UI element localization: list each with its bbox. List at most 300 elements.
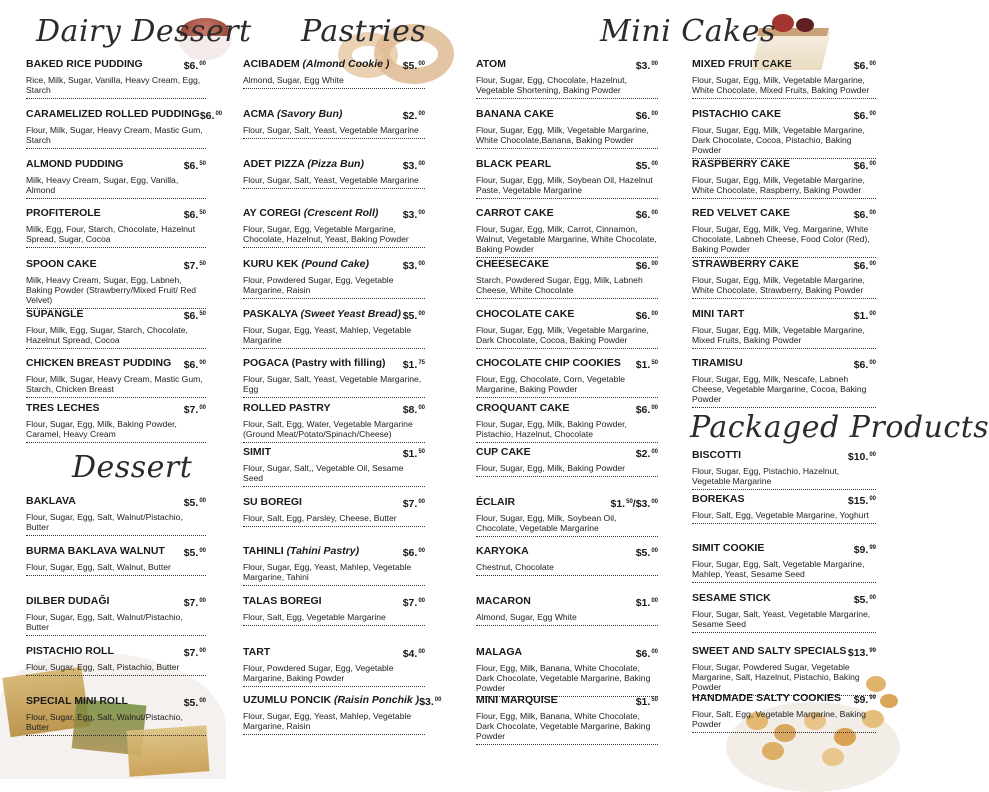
dotted-divider [476,397,658,398]
item-name [692,449,741,462]
item-subtitle: (Pound Cake) [301,258,370,270]
price-main: $9. [853,544,869,556]
item-name-text: SPOON CAKE [26,258,97,270]
menu-item-banana-cake [476,108,658,149]
price-cents: 99 [869,545,876,551]
menu-item-chocolate-cake [476,308,658,349]
item-name-text: UZUMLU PONCIK [243,694,332,706]
item-name-text: ALMOND PUDDING [26,158,124,170]
menu-item-biscotti [692,449,876,490]
item-ingredients: Flour, Sugar, Egg, Milk, Vegetable Margarine, White Chocolate, Raspberry, Baking Powder [692,175,865,195]
item-ingredients: Flour, Sugar, Egg, Salt, Walnut/Pistachio, Butter [26,612,183,632]
item-name [476,694,558,707]
item-price [184,308,206,323]
item-name [26,308,84,321]
item-name-text: POGACA (Pastry with filling) [243,357,386,369]
menu-item-su-boregi [243,496,425,527]
item-name [243,496,302,509]
item-ingredients: Flour, Sugar, Egg, Milk, Baking Powder [476,463,626,473]
item-price [636,595,658,610]
price-cents: 00 [199,61,206,67]
menu-item-clair [476,496,658,537]
item-name-text: MIXED FRUIT CAKE [692,58,792,70]
dotted-divider [243,138,425,139]
item-price [636,207,658,222]
item-price [636,108,658,123]
price-main: $6. [183,209,199,221]
item-name-text: CHEESECAKE [476,258,549,270]
item-name-text: SPECIAL MINI ROLL [26,695,128,707]
price-main: $5. [635,547,651,559]
price-main: $6. [635,260,651,272]
menu-item-header [26,695,206,710]
item-name [243,545,359,558]
heading-pastries: Pastries [301,14,427,49]
price-main: $15. [847,495,869,507]
menu-item-header [692,592,876,607]
menu-item-uzumlu-poncik [243,694,442,735]
item-ingredients: Flour, Sugar, Egg, Milk, Nescafe, Labneh Cheese, Vegetable Margarine, Cocoa, Baking Powder [692,374,867,404]
price-main: $3. [402,160,418,172]
menu-item-header [476,496,658,511]
item-name-text: ÉCLAIR [476,496,516,508]
price-main: $6. [183,160,199,172]
dotted-divider [476,625,658,626]
price-main: $8. [402,404,418,416]
item-name [26,357,171,370]
price-cents: 00 [199,698,206,704]
price-main: $7. [183,260,199,272]
menu-item-header [692,449,876,464]
price-main: $7. [402,498,418,510]
price-cents: 50 [199,161,206,167]
item-price [403,496,425,511]
price-main: $6. [635,110,651,122]
item-name-text: TIRAMISU [692,357,743,369]
item-price [636,158,658,173]
item-name-text: AY COREGI [243,207,301,219]
item-name [26,645,114,658]
menu-item-header [243,496,425,511]
item-price [184,595,206,610]
dotted-divider [476,298,658,299]
price-cents: 00 [418,111,425,117]
item-name [476,496,515,509]
item-name-text: PISTACHIO ROLL [26,645,114,657]
menu-item-acma [243,108,425,139]
item-name [243,207,378,220]
item-name [243,258,369,271]
price-main: $2. [402,110,418,122]
item-name [26,402,100,415]
price-main: $3. [402,209,418,221]
price-main: $1. [610,498,626,510]
dotted-divider [243,348,425,349]
menu-item-ay-coregi [243,207,425,248]
menu-item-header [26,595,206,610]
price-cents: 00 [215,111,223,117]
menu-item-header [26,402,206,417]
price-cents: 00 [651,311,658,317]
price-cents: 00 [869,261,876,267]
menu-item-supangle [26,308,206,349]
price-main: $6. [853,110,869,122]
item-ingredients: Flour, Sugar, Egg, Vegetable Margarine, Chocolate, Hazelnut, Yeast, Baking Powder [243,224,409,244]
price-main: $1. [635,696,651,708]
item-price [403,402,425,417]
menu-item-header [476,595,658,610]
price-main: $7. [183,647,199,659]
item-ingredients: Flour, Sugar, Egg, Salt, Pistachio, Butter [26,662,180,672]
menu-item-header [476,545,658,560]
item-name [692,645,846,658]
price-main: $1. [402,359,418,371]
dotted-divider [476,476,658,477]
item-price [636,545,658,560]
item-ingredients: Flour, Sugar, Egg, Milk, Soybean Oil, Chocolate, Vegetable Margarine [476,513,617,533]
menu-item-chicken-breast-pudding [26,357,206,398]
dotted-divider [476,148,658,149]
price-main-alt: /$3. [632,498,651,510]
menu-item-red-velvet-cake [692,207,876,258]
item-name-text: MINI MARQUISE [476,694,558,706]
price-main: $3. [419,696,434,708]
dotted-divider [243,585,425,586]
price-main: $6. [402,547,418,559]
item-price [403,258,425,273]
price-cents: 00 [869,311,876,317]
menu-item-malaga [476,646,658,697]
item-name-text: KURU KEK [243,258,299,270]
menu-item-header [26,308,206,323]
item-ingredients: Flour, Egg, Milk, Banana, White Chocolate, Dark Chocolate, Vegetable Margarine, Baking Powder [476,663,651,693]
menu-item-header [26,258,206,273]
item-name-text: CARAMELIZED ROLLED PUDDING [26,108,200,120]
item-name [26,108,200,121]
item-ingredients: Flour, Sugar, Egg, Milk, Vegetable Margarine, Dark Chocolate, Cocoa, Pistachio, Baking Powder [692,125,865,155]
menu-item-header [692,692,876,707]
item-name-text: CROQUANT CAKE [476,402,570,414]
item-name [476,402,569,415]
item-name-text: SWEET AND SALTY SPECIALS [692,645,847,657]
item-name [26,695,128,708]
item-price [403,446,425,461]
price-cents: 00 [869,360,876,366]
price-main: $3. [402,260,418,272]
price-main: $2. [635,448,651,460]
dotted-divider [26,247,206,248]
price-cents: 00 [418,405,425,411]
item-name [476,357,621,370]
price-cents: 00 [869,210,876,216]
dotted-divider [26,348,206,349]
item-name-text: ACMA [243,108,275,120]
price-main: $1. [635,597,651,609]
price-main: $6. [199,110,215,122]
menu-item-header [26,357,206,372]
heading-dessert: Dessert [72,450,193,485]
item-subtitle: (Crescent Roll) [303,207,379,219]
dotted-divider [476,348,658,349]
item-name-text: BAKED RICE PUDDING [26,58,143,70]
item-ingredients: Flour, Sugar, Egg, Milk, Soybean Oil, Hazelnut Paste, Vegetable Margarine [476,175,653,195]
item-name-text: SU BOREGI [243,496,302,508]
menu-item-header [692,207,876,222]
item-price [184,402,206,417]
item-name [476,308,574,321]
item-ingredients: Flour, Sugar, Egg, Milk, Vegetable Margarine, Mixed Fruits, Baking Powder [692,325,865,345]
menu-item-header [692,308,876,323]
dotted-divider [243,397,425,398]
item-price [184,645,206,660]
item-name-text: BLACK PEARL [476,158,552,170]
price-cents: 50 [651,360,658,366]
price-cents: 00 [199,548,206,554]
dotted-divider [26,198,206,199]
menu-item-raspberry-cake [692,158,876,199]
price-cents: 00 [434,697,442,703]
item-ingredients: Flour, Egg, Chocolate, Corn, Vegetable Margarine, Baking Powder [476,374,626,394]
menu-item-tart [243,646,425,687]
item-name [476,646,522,659]
item-name [243,158,364,171]
menu-item-header [692,357,876,372]
price-cents: 00 [418,649,425,655]
item-ingredients: Flour, Sugar, Egg, Milk, Vegetable Margarine, White Chocolate,Banana, Baking Powder [476,125,649,145]
item-ingredients: Flour, Salt, Egg, Vegetable Margarine [243,612,386,622]
menu-item-cheesecake [476,258,658,299]
price-main: $6. [635,310,651,322]
menu-item-header [692,493,876,508]
price-main: $3. [635,60,651,72]
item-name [476,545,529,558]
item-price [611,496,659,511]
dotted-divider [692,732,876,733]
item-name-text: DILBER DUDAĞI [26,595,110,607]
price-cents: 00 [869,452,876,458]
item-ingredients: Flour, Sugar, Powdered Sugar, Vegetable Margarine, Salt, Hazelnut, Pistachio, Baking Powder [692,662,860,692]
item-price [184,495,206,510]
menu-item-handmade-salty-cookies [692,692,876,733]
item-name [692,108,781,121]
menu-item-header [692,58,876,73]
price-main: $6. [183,359,199,371]
item-ingredients: Flour, Sugar, Egg, Pistachio, Hazelnut, Vegetable Margarine [692,466,840,486]
dotted-divider [692,523,876,524]
item-ingredients: Flour, Sugar, Egg, Milk, Vegetable Margarine, White Chocolate, Strawberry, Baking Powder [692,275,865,295]
price-cents: 00 [651,261,658,267]
item-name-text: STRAWBERRY CAKE [692,258,799,270]
menu-item-header [243,58,425,73]
menu-item-header [476,402,658,417]
item-name [476,58,506,71]
menu-item-caramelized-rolled-pudding [26,108,223,149]
menu-item-simit [243,446,425,487]
price-cents: 00 [869,161,876,167]
price-cents: 00 [418,161,425,167]
price-main: $1. [853,310,869,322]
price-cents: 50 [418,449,425,455]
dotted-divider [26,442,206,443]
item-price [184,357,206,372]
price-main: $7. [402,597,418,609]
item-price [848,449,876,464]
price-cents: 99 [869,695,876,701]
item-ingredients: Flour, Salt, Egg, Vegetable Margarine, Yoghurt [692,510,869,520]
item-price [636,258,658,273]
item-name-text: TAHINLI [243,545,284,557]
item-name-text: TRES LECHES [26,402,100,414]
item-name-text: CARROT CAKE [476,207,554,219]
item-price [403,646,425,661]
menu-item-mini-tart [692,308,876,349]
item-ingredients: Flour, Sugar, Egg, Yeast, Mahlep, Vegetable Margarine [243,325,412,345]
item-ingredients: Flour, Sugar, Egg, Milk, Baking Powder, Caramel, Heavy Cream [26,419,177,439]
dotted-divider [243,88,425,89]
menu-item-black-pearl [476,158,658,199]
menu-item-header [26,645,206,660]
price-main: $7. [183,404,199,416]
menu-item-header [476,694,658,709]
item-price [636,357,658,372]
item-price [854,158,876,173]
item-name-text: SESAME STICK [692,592,771,604]
item-price [403,357,425,372]
item-ingredients: Flour, Salt, Egg, Water, Vegetable Margarine (Ground Meat/Potato/Spinach/Cheese) [243,419,413,439]
item-ingredients: Flour, Sugar, Egg, Milk, Baking Powder, Pistachio, Hazelnut, Chocolate [476,419,627,439]
menu-item-header [692,158,876,173]
dotted-divider [243,734,425,735]
item-name-text: TALAS BOREGI [243,595,322,607]
item-ingredients: Milk, Heavy Cream, Sugar, Egg, Vanilla, Almond [26,175,179,195]
menu-item-header [476,158,658,173]
item-name [692,692,841,705]
price-main: $6. [853,160,869,172]
item-ingredients: Flour, Sugar, Egg, Milk, Vegetable Margarine, Dark Chocolate, Cocoa, Baking Powder [476,325,649,345]
price-main: $7. [183,597,199,609]
dotted-divider [243,188,425,189]
menu-item-simit-cookie [692,542,876,583]
menu-item-adet-pizza [243,158,425,189]
item-ingredients: Flour, Powdered Sugar, Egg, Vegetable Margarine, Baking Powder [243,663,394,683]
item-price [854,692,876,707]
dotted-divider [476,98,658,99]
menu-item-header [692,108,876,123]
price-main: $6. [853,359,869,371]
item-ingredients: Flour, Sugar, Egg, Salt, Walnut/Pistachio, Butter [26,712,183,732]
item-price [184,207,206,222]
menu-item-header [692,645,876,660]
menu-item-header [26,108,223,123]
item-name-text: BOREKAS [692,493,745,505]
item-price [403,58,425,73]
price-main: $4. [402,648,418,660]
price-cents: 00 [199,360,206,366]
item-price [636,646,658,661]
menu-item-cup-cake [476,446,658,477]
price-main: $13. [847,647,869,659]
item-name-text: MINI TART [692,308,745,320]
price-main: $5. [183,697,199,709]
item-name-text: BAKLAVA [26,495,76,507]
item-ingredients: Chestnut, Chocolate [476,562,554,572]
item-price [854,207,876,222]
dotted-divider [243,247,425,248]
dotted-divider [692,98,876,99]
menu-item-mixed-fruit-cake [692,58,876,99]
price-cents-alt: 00 [651,499,658,505]
price-main: $5. [635,160,651,172]
item-name [26,158,123,171]
item-ingredients: Flour, Sugar, Egg, Chocolate, Hazelnut, Vegetable Shortening, Baking Powder [476,75,627,95]
item-name [26,595,109,608]
item-ingredients: Flour, Sugar, Salt, Yeast, Vegetable Margarine [243,125,419,135]
menu-item-header [476,446,658,461]
item-name-text: CHICKEN BREAST PUDDING [26,357,172,369]
price-cents: 00 [651,111,658,117]
menu-item-header [243,207,425,222]
item-subtitle: (Sweet Yeast Bread) [300,308,401,320]
item-price [419,694,441,709]
menu-item-pogaca-pastry-with-filling [243,357,425,398]
menu-item-spoon-cake [26,258,206,309]
menu-item-header [243,357,425,372]
price-cents: 00 [651,210,658,216]
item-name [692,592,771,605]
price-cents: 50 [199,311,206,317]
item-name [476,595,531,608]
menu-item-sweet-and-salty-specials [692,645,876,696]
item-name-text: ROLLED PASTRY [243,402,331,414]
menu-item-baked-rice-pudding [26,58,206,99]
item-price [848,493,876,508]
item-name [692,58,792,71]
item-subtitle: (Raisin Ponchik ) [334,694,420,706]
price-cents: 75 [418,360,425,366]
menu-item-carrot-cake [476,207,658,258]
item-ingredients: Flour, Sugar, Egg, Salt, Vegetable Margarine, Mahlep, Yeast, Sesame Seed [692,559,865,579]
price-cents: 00 [418,261,425,267]
menu-item-header [476,258,658,273]
item-price [854,108,876,123]
price-cents: 00 [651,598,658,604]
dotted-divider [692,298,876,299]
item-name [26,207,101,220]
dotted-divider [26,397,206,398]
item-ingredients: Flour, Milk, Sugar, Heavy Cream, Mastic Gum, Starch [26,125,203,145]
price-cents: 00 [869,496,876,502]
price-cents: 00 [651,548,658,554]
item-name [692,542,764,555]
dotted-divider [26,635,206,636]
menu-item-header [243,308,425,323]
menu-item-almond-pudding [26,158,206,199]
item-ingredients: Flour, Sugar, Egg, Milk, Veg. Margarine, White Chocolate, Labneh Cheese, Food Color (Red), Baking Powder [692,224,870,254]
dotted-divider [476,536,658,537]
item-price [403,308,425,323]
menu-item-atom [476,58,658,99]
menu-item-dilber-duda-i [26,595,206,636]
item-ingredients: Flour, Sugar, Egg, Yeast, Mahlep, Vegetable Margarine, Raisin [243,711,412,731]
price-cents: 00 [651,161,658,167]
item-price [403,545,425,560]
price-main: $6. [635,209,651,221]
item-name [243,108,342,121]
item-name [26,495,76,508]
menu-item-header [476,646,658,661]
price-cents: 00 [199,405,206,411]
dotted-divider [26,675,206,676]
